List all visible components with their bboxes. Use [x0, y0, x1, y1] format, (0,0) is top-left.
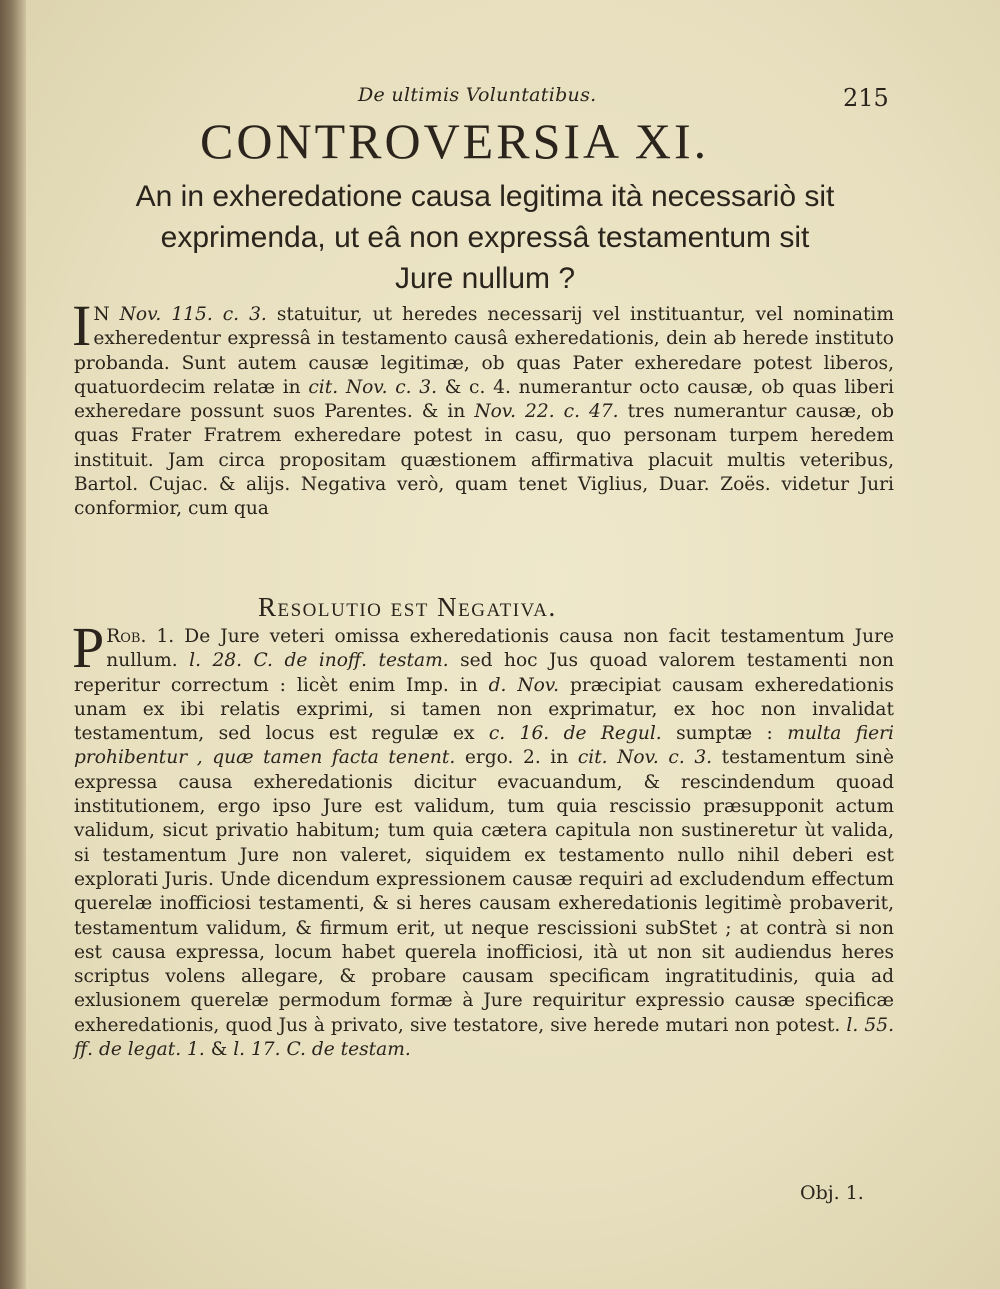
- question-heading: [70, 176, 900, 299]
- catchword: Obj. 1.: [800, 1182, 864, 1204]
- citation: Nov. 115. c. 3.: [119, 304, 267, 325]
- intro-text-4: tres numerantur causæ, ob quas Frater Fratrem exheredare potest in casu, quo personam turpem heredem instituit. Jam circa propositam quæstionem affirmativa placuit multis veteribus, Bartol. Cujac. & alijs. Negativa verò, quam tenet Viglius, Duar. Zoës. videtur Juri conformior, cum qua: [74, 401, 894, 520]
- maxim: cit. Nov. c. 3.: [577, 747, 713, 769]
- resolution-heading: Resolutio est Negativa.: [258, 592, 557, 622]
- citation: l. 55. ff. de legat. 1.: [74, 1014, 894, 1061]
- proof-text-1: De Jure veteri omissa exheredationis causa non facit testamentum Jure nullum.: [106, 626, 894, 672]
- intro-text-1: N: [93, 304, 110, 325]
- proof-lead: Rob. 1.: [106, 626, 175, 647]
- book-binding-edge: [0, 0, 26, 1289]
- citation: cit. Nov. c. 3.: [308, 376, 438, 398]
- running-head: De ultimis Voluntatibus.: [358, 84, 597, 106]
- question-line: An in exheredatione causa legitima ità necessariò sit: [135, 180, 835, 213]
- proof-paragraph: [72, 615, 894, 1062]
- intro-text-3: & c. 4. numerantur octo causæ, ob quas liberi exheredare possunt suos Parentes. & in: [74, 376, 894, 423]
- citation: Nov. 22. c. 47.: [474, 401, 619, 423]
- citation: l. 28. C. de inoff. testam.: [189, 650, 449, 672]
- introduction-paragraph: [72, 293, 894, 522]
- page-number: 215: [843, 84, 889, 112]
- drop-cap: P: [72, 615, 105, 680]
- drop-cap: I: [72, 293, 92, 358]
- proof-text-5: ergo. 2. in: [464, 747, 569, 769]
- citation: l. 17. C. de testam.: [233, 1039, 411, 1061]
- proof-text-4: sumptæ :: [676, 723, 773, 745]
- question-line: Jure nullum ?: [394, 262, 576, 295]
- proof-text-2: sed hoc Jus quoad valorem testamenti non reperitur correctum : licèt enim Imp. in: [74, 650, 894, 696]
- proof-text-3: præcipiat causam exheredationis unam ex ibi relatis exprimi, si tamen non exprimatur, ex hoc non invalidat testamentum, sed locus est regulæ ex: [74, 674, 894, 745]
- citation: c. 16. de Regul.: [488, 723, 662, 745]
- intro-text-2: statuitur, ut heredes necessarij vel instituantur, vel nominatim exheredentur expressâ in testamento causâ exheredationis, dein ab herede instituto probanda. Sunt autem causæ legitimæ, ob quas Pater exheredare potest liberos, quatuordecim relatæ in: [74, 304, 894, 398]
- question-line: exprimenda, ut eâ non expressâ testamentum sit: [160, 221, 810, 254]
- section-title: CONTROVERSIA XI.: [200, 113, 710, 169]
- proof-text-7: &: [210, 1039, 228, 1061]
- citation: d. Nov.: [488, 674, 560, 696]
- maxim: multa fieri prohibentur , quæ tamen facta tenent.: [74, 723, 894, 769]
- proof-text-6: testamentum sinè expressa causa exheredationis dicitur evacuandum, & rescindendum quoad institutionem, ergo ipso Jure est validum, tum quia rescissio præsupponit actum validum, sicut privatio habitum; tum quia cætera capitula non sustineretur ùt valida, si testamentum Jure non valeret, siquidem ex testamento nullo nihil deberi est explorati Juris. Unde dicendum expressionem causæ requiri ad excludendum effectum querelæ inofficiosi testamenti, & si heres causam exheredationis legitimè probaverit, testamentum validum, & firmum erit, ut neque rescissioni subStet ; at contrà si non est causa expressa, locum habet querela inofficiosi, ità ut non sit audiendus heres scriptus volens allegare, & probare causam specificam ingratitudinis, quia ad exlusionem querelæ permodum formæ à Jure requiritur expressio causæ specificæ exheredationis, quod Jus à privato, sive testatore, sive herede mutari non potest.: [74, 747, 894, 1036]
